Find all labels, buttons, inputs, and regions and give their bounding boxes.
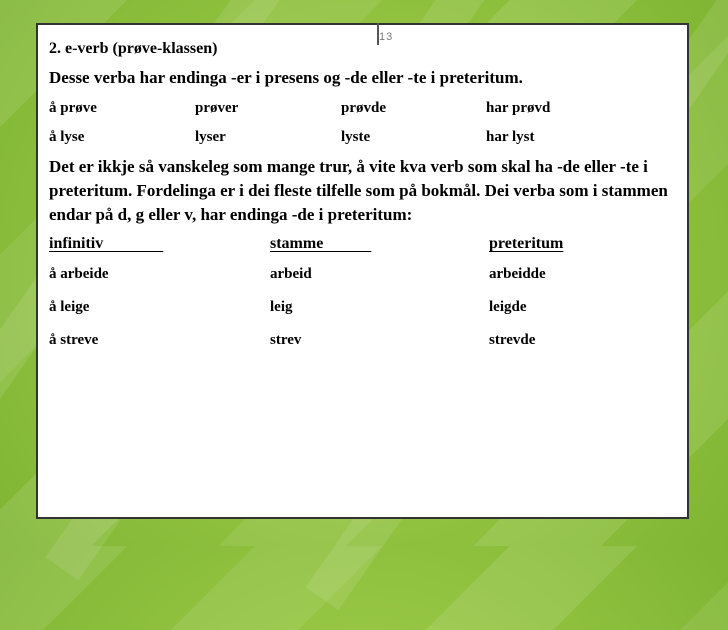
infinitive: å lyse <box>49 129 85 145</box>
page-number: 13 <box>379 31 394 43</box>
cell-stamme: leig <box>270 299 293 315</box>
perfect: har lyst <box>486 129 535 145</box>
table-row <box>49 258 685 291</box>
cell-preteritum: strevde <box>489 332 536 348</box>
present: prøver <box>195 100 239 116</box>
header-infinitiv: infinitiv <box>49 235 164 252</box>
header-stamme: stamme <box>270 235 372 252</box>
table-row <box>49 324 685 357</box>
present: lyser <box>195 129 226 145</box>
slide <box>36 23 689 519</box>
cell-preteritum: arbeidde <box>489 266 546 282</box>
cell-infinitiv: å arbeide <box>49 266 109 282</box>
explanation-text: Det er ikkje så vanskeleg som mange trur, å vite kva verb som skal ha -de eller -te i preteritum. Fordelinga er i dei fleste tilfelle som på bokmål. Dei verba som i stammen endar på d, g eller v, har endinga -de i preteritum: <box>49 157 668 224</box>
slide-heading: 2. e-verb (prøve-klassen) <box>49 40 218 57</box>
cell-stamme: strev <box>270 332 302 348</box>
intro-text: Desse verba har endinga -er i presens og -de eller -te i preteritum. <box>49 68 523 87</box>
conjugation-row <box>49 123 685 152</box>
slide-content <box>49 37 685 357</box>
conjugation-row <box>49 94 685 123</box>
cell-infinitiv: å leige <box>49 299 90 315</box>
cell-stamme: arbeid <box>270 266 312 282</box>
cell-infinitiv: å streve <box>49 332 99 348</box>
past: lyste <box>341 129 371 145</box>
infinitive: å prøve <box>49 100 97 116</box>
header-preteritum: preteritum <box>489 235 564 252</box>
perfect: har prøvd <box>486 100 551 116</box>
cell-preteritum: leigde <box>489 299 527 315</box>
table-header <box>49 230 685 258</box>
past: prøvde <box>341 100 386 116</box>
table-row <box>49 291 685 324</box>
